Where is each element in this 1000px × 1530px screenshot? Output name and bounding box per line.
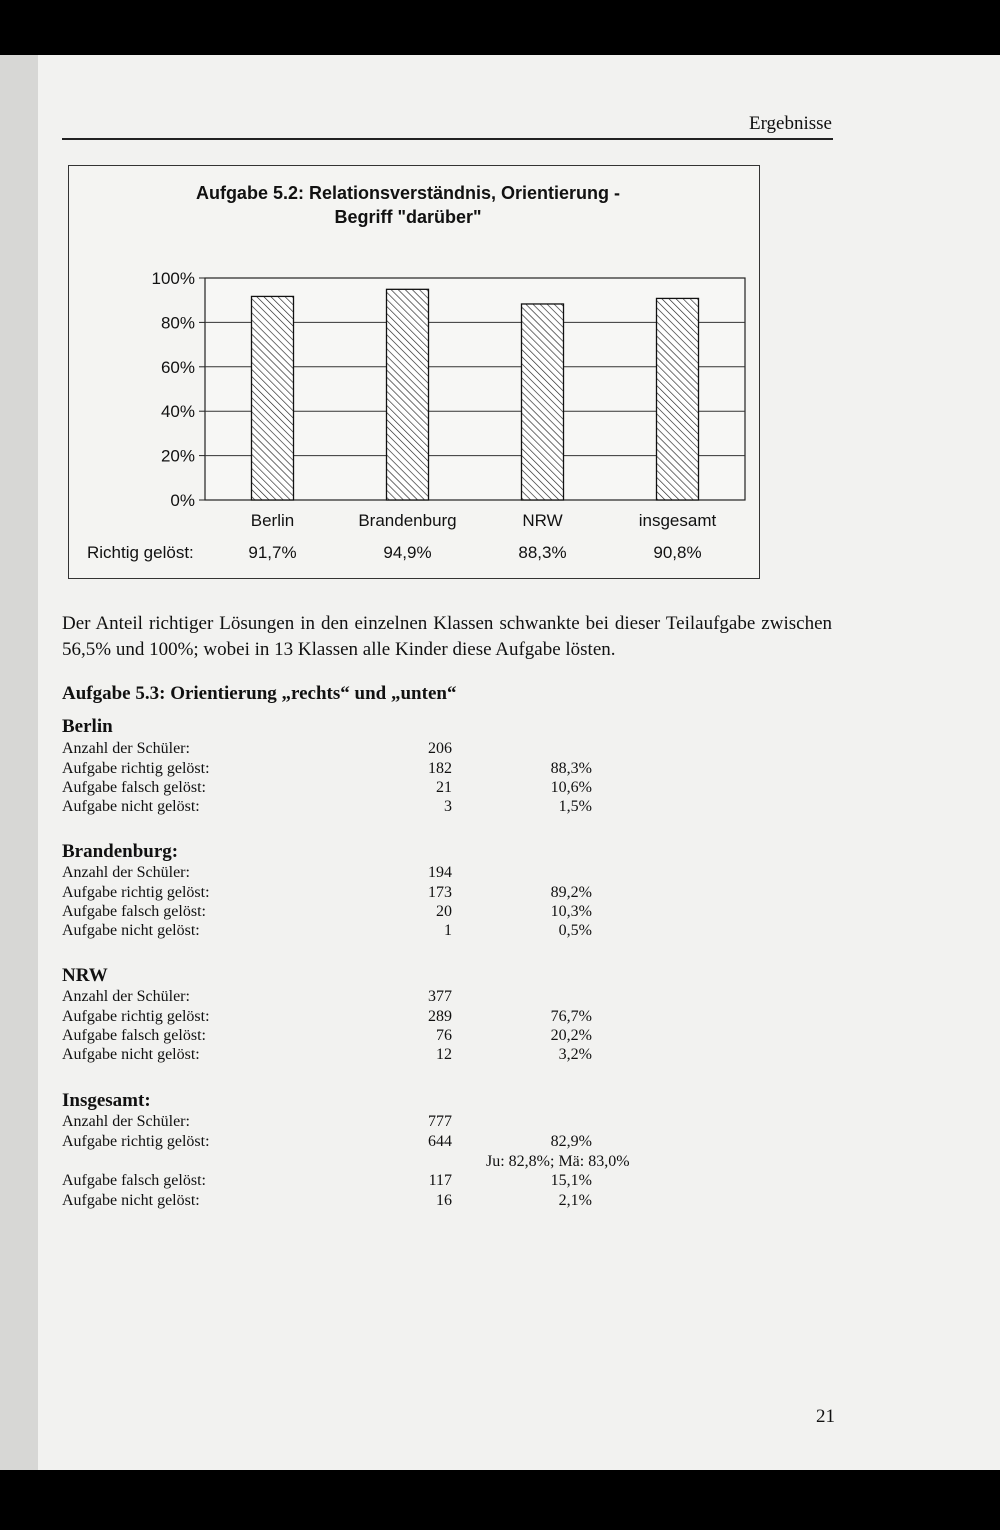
table-row xyxy=(62,903,662,923)
bar-insgesamt xyxy=(657,298,699,500)
row-count: 76 xyxy=(436,1027,452,1044)
table-row xyxy=(62,884,662,904)
x-tick-label: Berlin xyxy=(250,511,295,530)
chart-title-line-1: Aufgabe 5.2: Relationsverständnis, Orientierung - xyxy=(195,183,621,203)
row-count: 117 xyxy=(428,1172,452,1189)
x-tick-label: Brandenburg xyxy=(358,511,457,530)
row-count: 173 xyxy=(428,884,452,901)
row-label: Aufgabe falsch gelöst: xyxy=(62,903,206,920)
row-label: Aufgabe nicht gelöst: xyxy=(62,922,200,939)
adjacent-page-edge xyxy=(0,55,38,1470)
chart-canvas xyxy=(69,166,759,578)
gender-breakdown-note: Ju: 82,8%; Mä: 83,0% xyxy=(486,1153,630,1170)
table-row xyxy=(62,864,662,884)
paragraph-text: Der Anteil richtiger Lösungen in den einzelnen Klassen schwankte bei dieser Teilaufgabe zwischen 56,5% und 100%; wobei in 13 Klassen alle Kinder diese Aufgabe lösten. xyxy=(62,613,832,660)
running-header: Ergebnisse xyxy=(748,113,832,134)
bar-brandenburg xyxy=(387,289,429,500)
header-rule xyxy=(62,138,833,140)
group-heading-insgesamt: Insgesamt: xyxy=(62,1090,151,1111)
row-count: 194 xyxy=(428,864,452,881)
y-tick-label: 0% xyxy=(170,491,195,510)
row-percent: 10,3% xyxy=(550,903,592,920)
table-row xyxy=(62,1027,662,1047)
row-label: Aufgabe nicht gelöst: xyxy=(62,1192,200,1209)
row-percent: 10,6% xyxy=(550,779,592,796)
table-row xyxy=(62,779,662,799)
x-tick-label: NRW xyxy=(522,511,563,530)
page-number: 21 xyxy=(816,1406,835,1427)
row-count: 377 xyxy=(428,988,452,1005)
row-percent: 15,1% xyxy=(550,1172,592,1189)
row-count: 16 xyxy=(436,1192,452,1209)
table-row xyxy=(62,760,662,780)
row-label: Aufgabe richtig gelöst: xyxy=(62,1008,210,1025)
row-count: 1 xyxy=(444,922,452,939)
row-percent: 76,7% xyxy=(550,1008,592,1025)
row-percent: 2,1% xyxy=(558,1192,592,1209)
data-value-label: 90,8% xyxy=(653,543,702,562)
group-heading-brandenburg: Brandenburg: xyxy=(62,841,179,862)
table-row xyxy=(62,1046,662,1066)
row-count: 206 xyxy=(428,740,452,757)
row-count: 21 xyxy=(436,779,452,796)
row-count: 20 xyxy=(436,903,452,920)
group-heading-berlin: Berlin xyxy=(62,716,113,737)
y-tick-label: 80% xyxy=(160,313,195,333)
table-row xyxy=(62,988,662,1008)
group-heading-nrw: NRW xyxy=(62,965,108,986)
table-row xyxy=(62,1113,662,1133)
table-row xyxy=(62,1133,662,1153)
row-label: Aufgabe falsch gelöst: xyxy=(62,1172,206,1189)
section-title: Aufgabe 5.3: Orientierung „rechts“ und „unten“ xyxy=(62,683,457,704)
table-row xyxy=(62,1172,662,1192)
data-table-row-label: Richtig gelöst: xyxy=(87,543,194,562)
row-label: Anzahl der Schüler: xyxy=(62,1113,190,1130)
table-row xyxy=(62,798,662,818)
y-tick-label: 20% xyxy=(160,446,195,466)
row-count: 12 xyxy=(436,1046,452,1063)
row-label: Anzahl der Schüler: xyxy=(62,740,190,757)
data-value-label: 91,7% xyxy=(248,543,297,562)
y-tick-label: 100% xyxy=(151,269,195,288)
row-percent: 3,2% xyxy=(558,1046,592,1063)
y-tick-label: 60% xyxy=(160,357,195,377)
row-percent: 0,5% xyxy=(558,922,592,939)
table-row xyxy=(62,1008,662,1028)
row-percent: 1,5% xyxy=(558,798,592,815)
chart-title-line-2: Begriff "darüber" xyxy=(334,207,482,227)
table-row xyxy=(62,1192,662,1212)
row-label: Aufgabe nicht gelöst: xyxy=(62,1046,200,1063)
row-percent: 20,2% xyxy=(550,1027,592,1044)
data-value-label: 88,3% xyxy=(518,543,567,562)
row-count: 289 xyxy=(428,1008,452,1025)
row-label: Aufgabe falsch gelöst: xyxy=(62,779,206,796)
row-label: Anzahl der Schüler: xyxy=(62,988,190,1005)
row-label: Aufgabe richtig gelöst: xyxy=(62,884,210,901)
row-label: Aufgabe richtig gelöst: xyxy=(62,760,210,777)
row-count: 644 xyxy=(428,1133,452,1150)
table-row xyxy=(62,922,662,942)
row-label: Aufgabe nicht gelöst: xyxy=(62,798,200,815)
data-value-label: 94,9% xyxy=(383,543,432,562)
y-tick-label: 40% xyxy=(160,402,195,422)
row-percent: 89,2% xyxy=(550,884,592,901)
row-count: 182 xyxy=(428,760,452,777)
table-row xyxy=(62,740,662,760)
bar-nrw xyxy=(522,304,564,500)
row-count: 3 xyxy=(444,798,452,815)
x-tick-label: insgesamt xyxy=(638,511,717,530)
bar-chart xyxy=(68,165,760,579)
row-label: Aufgabe richtig gelöst: xyxy=(62,1133,210,1150)
bar-berlin xyxy=(252,296,294,500)
row-label: Anzahl der Schüler: xyxy=(62,864,190,881)
row-label: Aufgabe falsch gelöst: xyxy=(62,1027,206,1044)
row-percent: 88,3% xyxy=(550,760,592,777)
row-count: 777 xyxy=(428,1113,452,1130)
row-percent: 82,9% xyxy=(550,1133,592,1150)
